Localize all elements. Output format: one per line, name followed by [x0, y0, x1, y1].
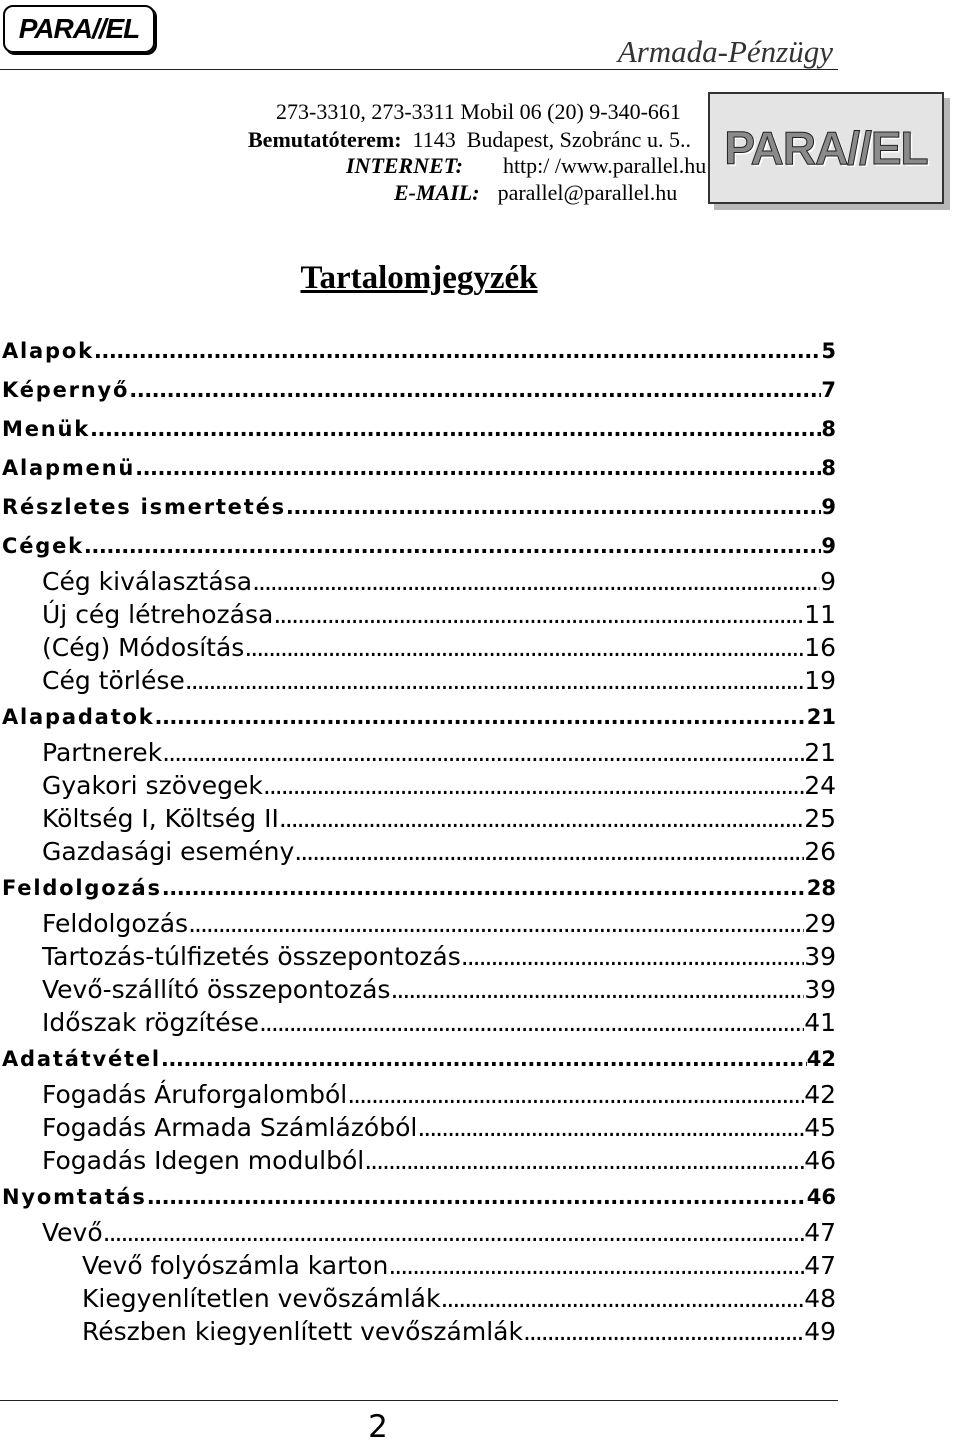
- toc-entry: [2, 370, 836, 409]
- toc-entry-page: 29: [804, 909, 836, 938]
- toc-entry-page: 39: [804, 942, 836, 971]
- toc-entry: [2, 331, 836, 370]
- toc-title: Tartalomjegyzék: [300, 260, 538, 296]
- toc-entry: [2, 769, 836, 802]
- dot-leader: [244, 633, 804, 662]
- contact-email: [394, 181, 677, 205]
- toc-entry-page: 26: [804, 837, 836, 866]
- toc-entry-label: Időszak rögzítése: [42, 1008, 259, 1037]
- dot-leader: [161, 1047, 807, 1071]
- toc-entry-page: 47: [804, 1218, 836, 1247]
- dot-leader: [129, 378, 821, 402]
- showroom-label: Bemutatóterem:: [248, 127, 402, 152]
- toc-entry-label: Vevő-szállító összepontozás: [42, 975, 391, 1004]
- dot-leader: [273, 600, 804, 629]
- toc-entry-label: Fogadás Áruforgalomból: [42, 1080, 348, 1109]
- toc-entry-page: 21: [804, 738, 836, 767]
- dot-leader: [461, 942, 804, 971]
- dot-leader: [154, 705, 806, 729]
- toc-entry: [2, 907, 836, 940]
- dot-leader: [185, 666, 804, 695]
- dot-leader: [103, 1218, 805, 1247]
- dot-leader: [252, 567, 820, 596]
- toc-entry-label: Részletes ismertetés: [2, 494, 286, 519]
- footer-divider: [0, 1400, 838, 1401]
- dot-leader: [523, 1317, 804, 1346]
- toc-entry-page: 9: [821, 533, 836, 558]
- dot-leader: [135, 456, 821, 480]
- toc-entry-page: 5: [821, 338, 836, 363]
- toc-entry-page: 42: [806, 1046, 836, 1071]
- table-of-contents: [2, 331, 836, 1348]
- toc-entry: [2, 1249, 836, 1282]
- toc-entry: [2, 1177, 836, 1216]
- toc-entry: [2, 1078, 836, 1111]
- toc-entry: [2, 598, 836, 631]
- toc-entry-page: 42: [804, 1080, 836, 1109]
- toc-entry-label: Partnerek: [42, 738, 163, 767]
- brand-logo-text: PARA//EL: [724, 122, 928, 174]
- toc-entry-label: Feldolgozás: [2, 875, 162, 900]
- toc-entry-label: Nyomtatás: [2, 1184, 147, 1209]
- toc-entry-label: Menük: [2, 416, 91, 441]
- toc-entry-label: Fogadás Armada Számlázóból: [42, 1113, 418, 1142]
- toc-entry-page: 21: [806, 704, 836, 729]
- contact-showroom: [248, 128, 691, 152]
- internet-url: http:/ /www.parallel.hu: [502, 153, 707, 178]
- toc-entry-label: Cégek: [2, 533, 84, 558]
- toc-entry-page: 28: [806, 875, 836, 900]
- toc-entry: [2, 835, 836, 868]
- toc-entry-page: 8: [821, 416, 836, 441]
- document-title: Armada-Pénzügy: [617, 34, 833, 69]
- dot-leader: [294, 837, 804, 866]
- toc-entry: [2, 565, 836, 598]
- dot-leader: [84, 534, 821, 558]
- toc-entry-label: Tartozás-túlfizetés összepontozás: [42, 942, 461, 971]
- toc-entry-label: Alapmenü: [2, 455, 136, 480]
- toc-entry-page: 9: [821, 494, 836, 519]
- contact-phones: 273-3310, 273-3311 Mobil 06 (20) 9-340-661: [276, 99, 681, 124]
- toc-entry: [2, 1315, 836, 1348]
- header-divider: [0, 69, 838, 70]
- page-number: 2: [368, 1409, 388, 1445]
- toc-entry-label: Gyakori szövegek: [42, 771, 263, 800]
- toc-entry-page: 41: [804, 1008, 836, 1037]
- toc-entry: [2, 1144, 836, 1177]
- toc-entry-label: Cég törlése: [42, 666, 185, 695]
- dot-leader: [279, 804, 804, 833]
- dot-leader: [390, 975, 804, 1004]
- toc-entry-page: 45: [804, 1113, 836, 1142]
- toc-entry-label: Adatátvétel: [2, 1046, 161, 1071]
- toc-entry-page: 46: [806, 1184, 836, 1209]
- toc-entry: [2, 1216, 836, 1249]
- showroom-address: 1143 Budapest, Szobránc u. 5..: [412, 127, 691, 152]
- toc-entry-page: 48: [804, 1284, 836, 1313]
- toc-entry-label: Cég kiválasztása: [42, 567, 253, 596]
- dot-leader: [94, 339, 822, 363]
- toc-entry-label: Gazdasági esemény: [42, 837, 295, 866]
- toc-entry-label: Költség I, Költség II: [42, 804, 279, 833]
- toc-entry-label: Feldolgozás: [42, 909, 189, 938]
- toc-entry-page: 25: [804, 804, 836, 833]
- toc-entry-page: 24: [804, 771, 836, 800]
- toc-entry-label: Fogadás Idegen modulból: [42, 1146, 365, 1175]
- dot-leader: [286, 495, 821, 519]
- dot-leader: [388, 1251, 804, 1280]
- toc-entry-page: 19: [804, 666, 836, 695]
- dot-leader: [188, 909, 804, 938]
- dot-leader: [440, 1284, 804, 1313]
- toc-entry-label: Vevő: [42, 1218, 103, 1247]
- toc-entry: [2, 1282, 836, 1315]
- toc-entry-page: 11: [804, 600, 836, 629]
- toc-entry: [2, 1006, 836, 1039]
- toc-entry-page: 8: [821, 455, 836, 480]
- dot-leader: [162, 876, 807, 900]
- toc-entry-label: Kiegyenlítetlen vevõszámlák: [82, 1284, 441, 1313]
- dot-leader: [147, 1185, 807, 1209]
- toc-entry: [2, 448, 836, 487]
- toc-entry-page: 39: [804, 975, 836, 1004]
- company-logo-large: [708, 92, 944, 204]
- email-label: E-MAIL:: [394, 180, 480, 205]
- toc-entry: [2, 1039, 836, 1078]
- toc-entry-label: Alapadatok: [2, 704, 155, 729]
- toc-entry: [2, 409, 836, 448]
- dot-leader: [263, 771, 804, 800]
- toc-entry: [2, 526, 836, 565]
- toc-entry: [2, 736, 836, 769]
- toc-entry-label: Részben kiegyenlített vevőszámlák: [82, 1317, 523, 1346]
- toc-entry: [2, 940, 836, 973]
- toc-entry: [2, 631, 836, 664]
- logo-text: PARA//EL: [18, 13, 140, 44]
- email-address: parallel@parallel.hu: [497, 180, 678, 205]
- toc-entry-label: Új cég létrehozása: [42, 600, 274, 629]
- toc-entry-label: Képernyő: [2, 377, 130, 402]
- toc-entry-label: Vevő folyószámla karton: [82, 1251, 389, 1280]
- internet-label: INTERNET:: [346, 153, 463, 178]
- toc-entry: [2, 973, 836, 1006]
- toc-entry-page: 46: [804, 1146, 836, 1175]
- toc-entry: [2, 802, 836, 835]
- dot-leader: [90, 417, 821, 441]
- toc-entry-page: 47: [804, 1251, 836, 1280]
- toc-entry: [2, 868, 836, 907]
- toc-entry-label: Alapok: [2, 338, 94, 363]
- dot-leader: [259, 1008, 804, 1037]
- dot-leader: [417, 1113, 804, 1142]
- toc-entry-page: 7: [821, 377, 836, 402]
- toc-entry-page: 9: [820, 567, 836, 596]
- toc-entry: [2, 664, 836, 697]
- toc-entry-page: 49: [804, 1317, 836, 1346]
- toc-entry-label: (Cég) Módosítás: [42, 633, 245, 662]
- dot-leader: [364, 1146, 804, 1175]
- toc-entry: [2, 487, 836, 526]
- dot-leader: [347, 1080, 804, 1109]
- company-logo-small: [3, 5, 155, 53]
- toc-entry: [2, 1111, 836, 1144]
- contact-internet: [346, 154, 706, 178]
- dot-leader: [162, 738, 804, 767]
- toc-entry-page: 16: [804, 633, 836, 662]
- toc-entry: [2, 697, 836, 736]
